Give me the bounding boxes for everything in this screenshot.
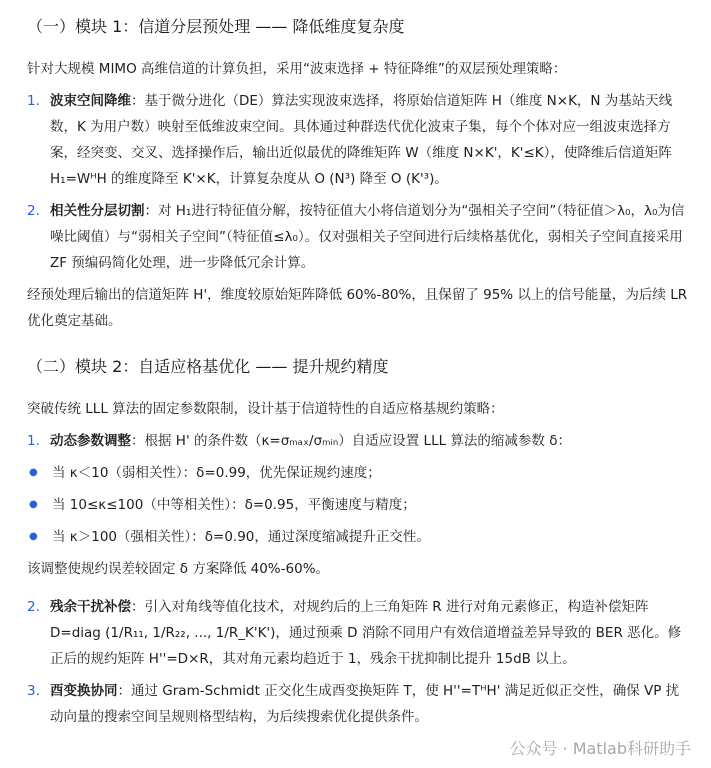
item-body: ：基于微分进化（DE）算法实现波束选择，将原始信道矩阵 H（维度 N×K，N 为基站天线数，K 为用户数）映射至低维波束空间。具体通过种群迭代优化波束子集，每个个体对应一组波束选择方案，经突变、交叉、选择操作后，输出近似最优的降维矩阵 W（维度 N×K'，K'≤K），使降维后信道矩阵 H₁=WᴴH 的维度降至 K'×K，计算复杂度从 O (N³) 降至 O (K'³)。	[50, 93, 673, 187]
item-body: ：引入对角线等值化技术，对规约后的上三角矩阵 R 进行对角元素修正，构造补偿矩阵 D=diag (1/R₁₁, 1/R₂₂, ..., 1/R_K'K')，通过预乘 D 消除不同用户有效信道增益差异导致的 BER 恶化。修正后的规约矩阵 H''=D×R，其对角元素均趋近于 1，残余干扰抑制比提升 15dB 以上。	[50, 599, 682, 667]
item-number: 2.	[27, 599, 40, 615]
item-title: 动态参数调整	[50, 433, 131, 449]
list-item	[27, 678, 691, 730]
bullet-text: 当 κ＞100（强相关性）：δ=0.90，通过深度缩减提升正交性。	[52, 529, 430, 545]
watermark: 公众号 · Matlab科研助手	[509, 739, 691, 758]
list-item	[27, 198, 691, 276]
section1-intro: 针对大规模 MIMO 高维信道的计算负担，采用“波束选择 + 特征降维”的双层预处理策略：	[27, 61, 567, 77]
item-title: 波束空间降维	[50, 93, 131, 109]
item-title: 酉变换协同	[50, 683, 118, 699]
item-body: ：对 H₁进行特征值分解，按特征值大小将信道划分为“强相关子空间”（特征值＞λ₀，λ₀为信噪比阈值）与“弱相关子空间”（特征值≤λ₀）。仅对强相关子空间进行后续格基优化，弱相关子空间直接采用 ZF 预编码简化处理，进一步降低冗余计算。	[50, 203, 685, 271]
section1-heading: （一）模块 1：信道分层预处理 —— 降低维度复杂度	[27, 17, 405, 36]
section2-heading: （二）模块 2：自适应格基优化 —— 提升规约精度	[27, 357, 389, 376]
item-title: 相关性分层切割	[50, 203, 145, 219]
section1-list	[27, 88, 691, 276]
list-item	[27, 594, 691, 672]
item-body: ：根据 H' 的条件数（κ=σₘₐₓ/σₘᵢₙ）自适应设置 LLL 算法的缩减参数 δ：	[131, 433, 571, 449]
section2-intro: 突破传统 LLL 算法的固定参数限制，设计基于信道特性的自适应格基规约策略：	[27, 401, 504, 417]
item-title: 残余干扰补偿	[50, 599, 131, 615]
item-number: 1.	[27, 93, 40, 109]
list-item	[27, 88, 691, 192]
section2-note: 该调整使规约误差较固定 δ 方案降低 40%-60%。	[27, 561, 330, 577]
section1-summary: 经预处理后输出的信道矩阵 H'，维度较原始矩阵降低 60%-80%，且保留了 95% 以上的信号能量，为后续 LR 优化奠定基础。	[27, 287, 688, 329]
bullet-item	[27, 460, 691, 486]
bullet-icon: ●	[29, 467, 38, 478]
bullet-item	[27, 524, 691, 550]
bullet-text: 当 κ＜10（弱相关性）：δ=0.99，优先保证规约速度；	[52, 465, 381, 481]
item-number: 1.	[27, 433, 40, 449]
item-number: 3.	[27, 683, 40, 699]
bullet-text: 当 10≤κ≤100（中等相关性）：δ=0.95，平衡速度与精度；	[52, 497, 416, 513]
item-number: 2.	[27, 203, 40, 219]
item-body: ：通过 Gram-Schmidt 正交化生成酉变换矩阵 T，使 H''=TᴴH' 满足近似正交性，确保 VP 扰动向量的搜索空间呈规则格型结构，为后续搜索优化提供条件。	[50, 683, 680, 725]
list-item	[27, 428, 691, 454]
bullet-icon: ●	[29, 531, 38, 542]
bullet-item	[27, 492, 691, 518]
bullet-icon: ●	[29, 499, 38, 510]
